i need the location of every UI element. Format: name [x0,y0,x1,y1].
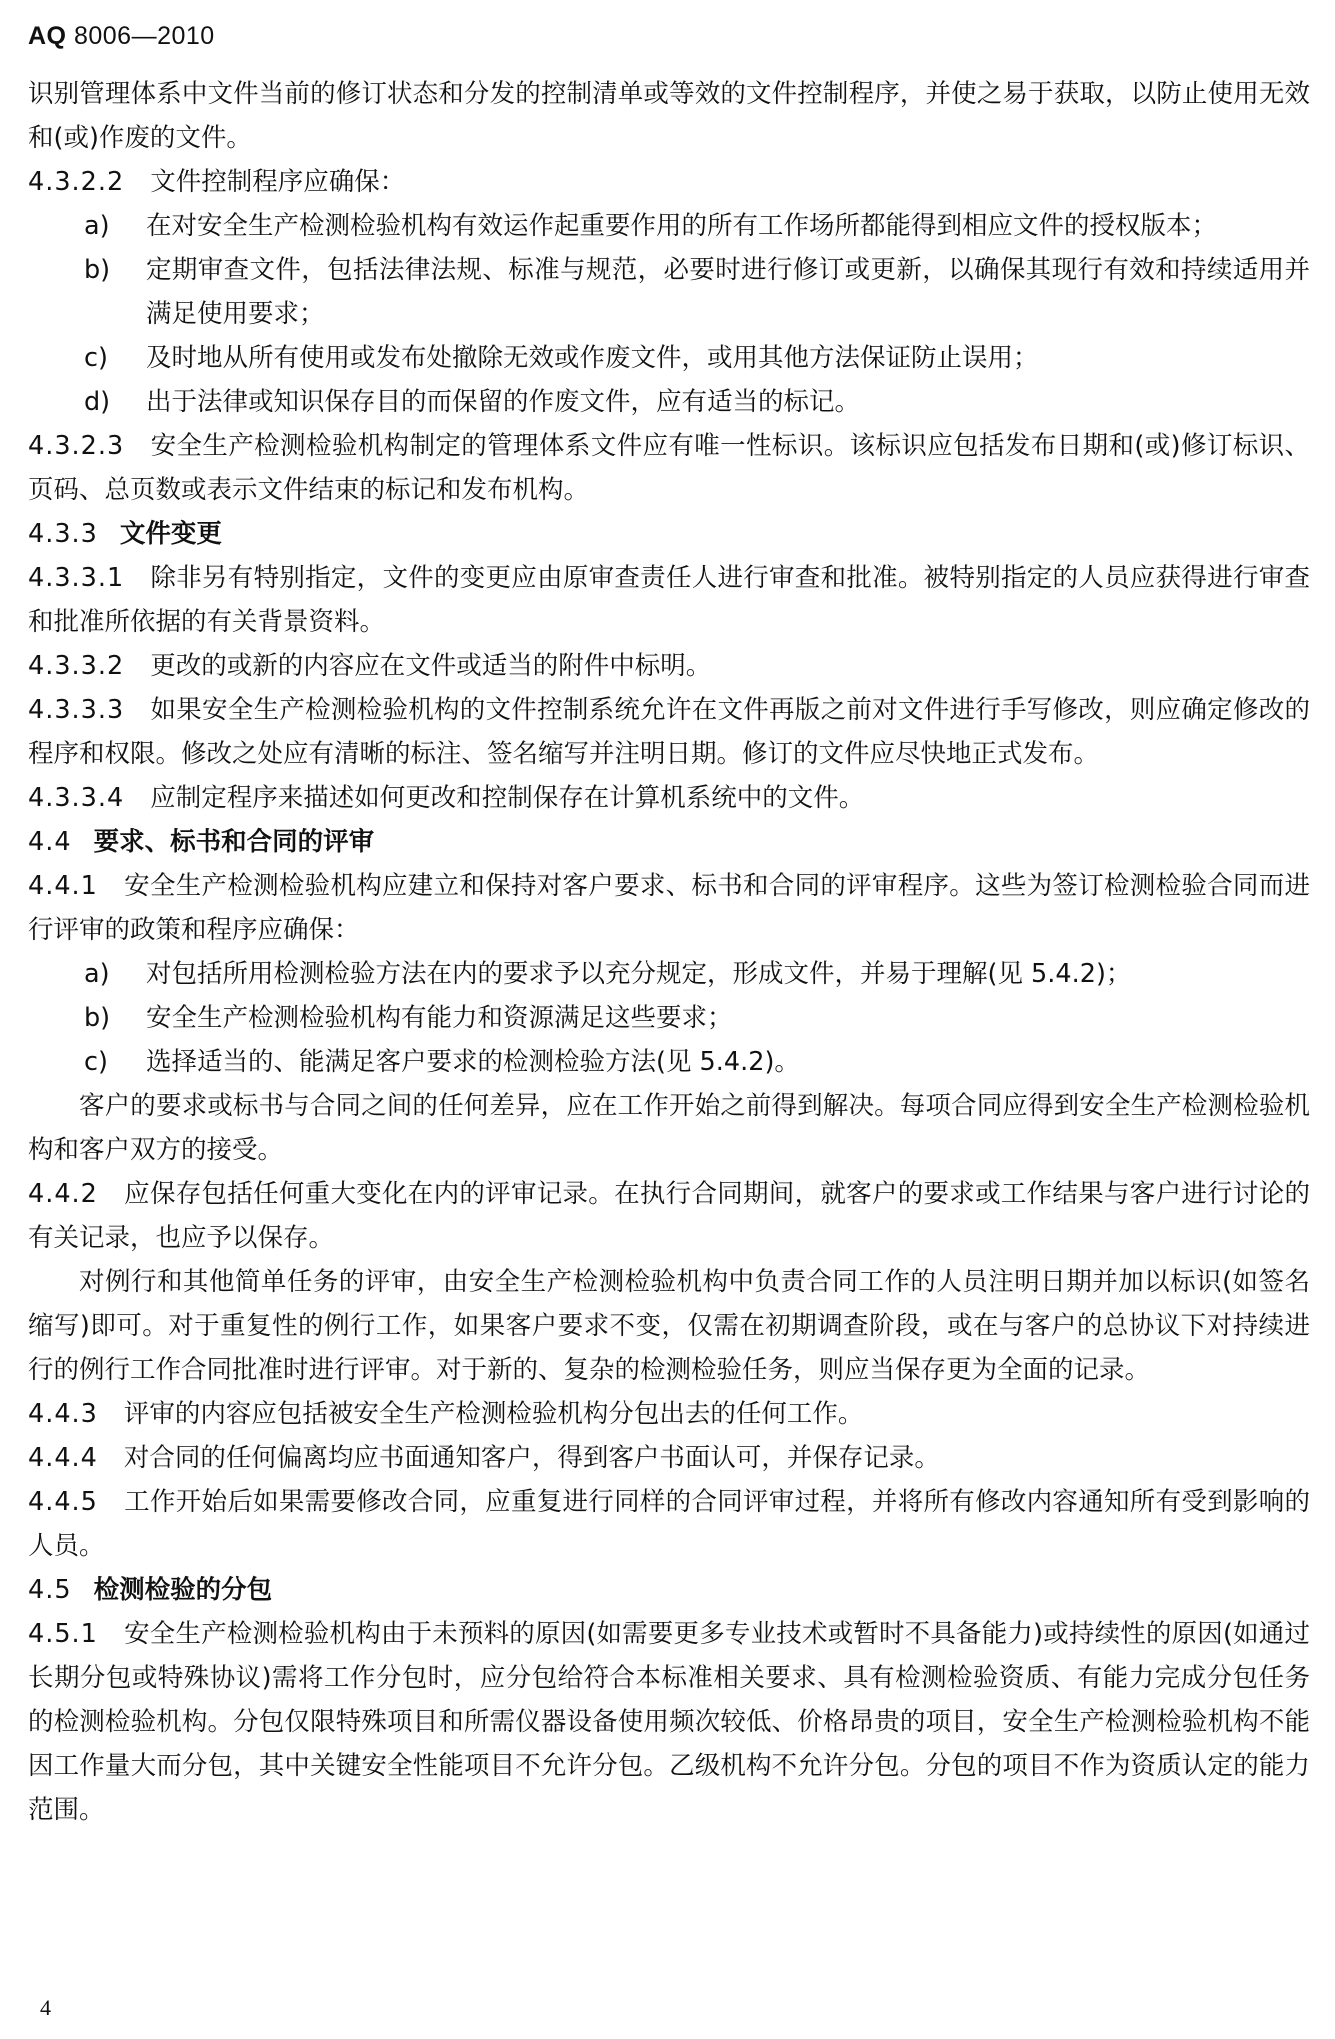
list-item [28,1040,1310,1084]
clause-text: 除非另有特别指定，文件的变更应由原审查责任人进行审查和批准。被特别指定的人员应获得进行审查和批准所依据的有关背景资料。 [28,563,1310,637]
paragraph [28,1172,1310,1260]
heading-title: 要求、标书和合同的评审 [93,827,375,857]
paragraph [28,1480,1310,1568]
clause-number: 4.4.2 [28,1179,98,1209]
paragraph [28,1612,1310,1832]
paragraph [28,864,1310,952]
list-marker: b) [84,255,111,285]
clause-text: 安全生产检测检验机构有能力和资源满足这些要求； [146,1003,733,1033]
standard-header [28,22,1310,56]
indented-paragraph [28,1084,1310,1172]
clause-number: 4.4.1 [28,871,98,901]
list-marker: a) [84,211,110,241]
clause-text: 客户的要求或标书与合同之间的任何差异，应在工作开始之前得到解决。每项合同应得到安全生产检测检验机构和客户双方的接受。 [28,1091,1310,1165]
clause-text: 应保存包括任何重大变化在内的评审记录。在执行合同期间，就客户的要求或工作结果与客户进行讨论的有关记录，也应予以保存。 [28,1179,1310,1253]
paragraph [28,776,1310,820]
clause-text: 如果安全生产检测检验机构的文件控制系统允许在文件再版之前对文件进行手写修改，则应确定修改的程序和权限。修改之处应有清晰的标注、签名缩写并注明日期。修订的文件应尽快地正式发布。 [28,695,1310,769]
section-heading [28,512,1310,556]
standard-code: AQ [28,22,67,50]
clause-text: 选择适当的、能满足客户要求的检测检验方法(见 5.4.2)。 [146,1047,800,1077]
paragraph [28,160,1310,204]
list-item [28,204,1310,248]
heading-title: 检测检验的分包 [93,1575,273,1605]
list-item [28,380,1310,424]
clause-text: 安全生产检测检验机构制定的管理体系文件应有唯一性标识。该标识应包括发布日期和(或)修订标识、页码、总页数或表示文件结束的标记和发布机构。 [28,431,1310,505]
list-item [28,952,1310,996]
clause-number: 4.3.2.2 [28,167,125,197]
clause-text: 应制定程序来描述如何更改和控制保存在计算机系统中的文件。 [150,783,865,813]
clause-text: 在对安全生产检测检验机构有效运作起重要作用的所有工作场所都能得到相应文件的授权版本； [146,211,1218,241]
clause-number: 4.4.3 [28,1399,98,1429]
paragraph [28,556,1310,644]
paragraph [28,688,1310,776]
heading-title: 文件变更 [119,519,222,549]
clause-text: 文件控制程序应确保： [150,167,406,197]
list-item [28,336,1310,380]
clause-number: 4.3.3.2 [28,651,125,681]
clause-text: 识别管理体系中文件当前的修订状态和分发的控制清单或等效的文件控制程序，并使之易于获取，以防止使用无效和(或)作废的文件。 [28,79,1310,153]
section-heading [28,1568,1310,1612]
clause-number: 4.4 [28,827,72,857]
clause-number: 4.4.4 [28,1443,98,1473]
list-marker: c) [84,1047,108,1077]
list-marker: b) [84,1003,111,1033]
list-marker: a) [84,959,110,989]
clause-text: 及时地从所有使用或发布处撤除无效或作废文件，或用其他方法保证防止误用； [146,343,1039,373]
paragraph [28,424,1310,512]
list-marker: d) [84,387,111,417]
clause-text: 评审的内容应包括被安全生产检测检验机构分包出去的任何工作。 [123,1399,864,1429]
clause-number: 4.3.3.4 [28,783,125,813]
page-number: 4 [40,1995,51,2020]
clause-number: 4.4.5 [28,1487,98,1517]
document-page [28,22,1310,1832]
clause-text: 对合同的任何偏离均应书面通知客户，得到客户书面认可，并保存记录。 [123,1443,940,1473]
clause-text: 对例行和其他简单任务的评审，由安全生产检测检验机构中负责合同工作的人员注明日期并加以标识(如签名缩写)即可。对于重复性的例行工作，如果客户要求不变，仅需在初期调查阶段，或在与客户的总协议下对持续进行的例行工作合同批准时进行评审。对于新的、复杂的检测检验任务，则应当保存更为全面的记录。 [28,1267,1310,1385]
list-item [28,996,1310,1040]
document-body [28,72,1310,1832]
paragraph [28,644,1310,688]
list-marker: c) [84,343,108,373]
paragraph [28,1392,1310,1436]
clause-number: 4.3.3.1 [28,563,125,593]
clause-text: 更改的或新的内容应在文件或适当的附件中标明。 [150,651,712,681]
clause-text: 工作开始后如果需要修改合同，应重复进行同样的合同评审过程，并将所有修改内容通知所有受到影响的人员。 [28,1487,1310,1561]
indented-paragraph [28,1260,1310,1392]
standard-number: 8006—2010 [73,22,215,50]
clause-text: 对包括所用检测检验方法在内的要求予以充分规定，形成文件，并易于理解(见 5.4.2)； [146,959,1132,989]
list-item [28,248,1310,336]
clause-number: 4.5 [28,1575,72,1605]
clause-text: 安全生产检测检验机构应建立和保持对客户要求、标书和合同的评审程序。这些为签订检测检验合同而进行评审的政策和程序应确保： [28,871,1310,945]
clause-text: 安全生产检测检验机构由于未预料的原因(如需要更多专业技术或暂时不具备能力)或持续性的原因(如通过长期分包或特殊协议)需将工作分包时，应分包给符合本标准相关要求、具有检测检验资质、有能力完成分包任务的检测检验机构。分包仅限特殊项目和所需仪器设备使用频次较低、价格昂贵的项目，安全生产检测检验机构不能因工作量大而分包，其中关键安全性能项目不允许分包。乙级机构不允许分包。分包的项目不作为资质认定的能力范围。 [28,1619,1310,1825]
clause-number: 4.5.1 [28,1619,98,1649]
clause-text: 出于法律或知识保存目的而保留的作废文件，应有适当的标记。 [146,387,861,417]
clause-number: 4.3.3.3 [28,695,125,725]
paragraph [28,72,1310,160]
clause-text: 定期审查文件，包括法律法规、标准与规范，必要时进行修订或更新，以确保其现行有效和持续适用并满足使用要求； [146,255,1310,329]
clause-number: 4.3.2.3 [28,431,125,461]
section-heading [28,820,1310,864]
clause-number: 4.3.3 [28,519,98,549]
paragraph [28,1436,1310,1480]
